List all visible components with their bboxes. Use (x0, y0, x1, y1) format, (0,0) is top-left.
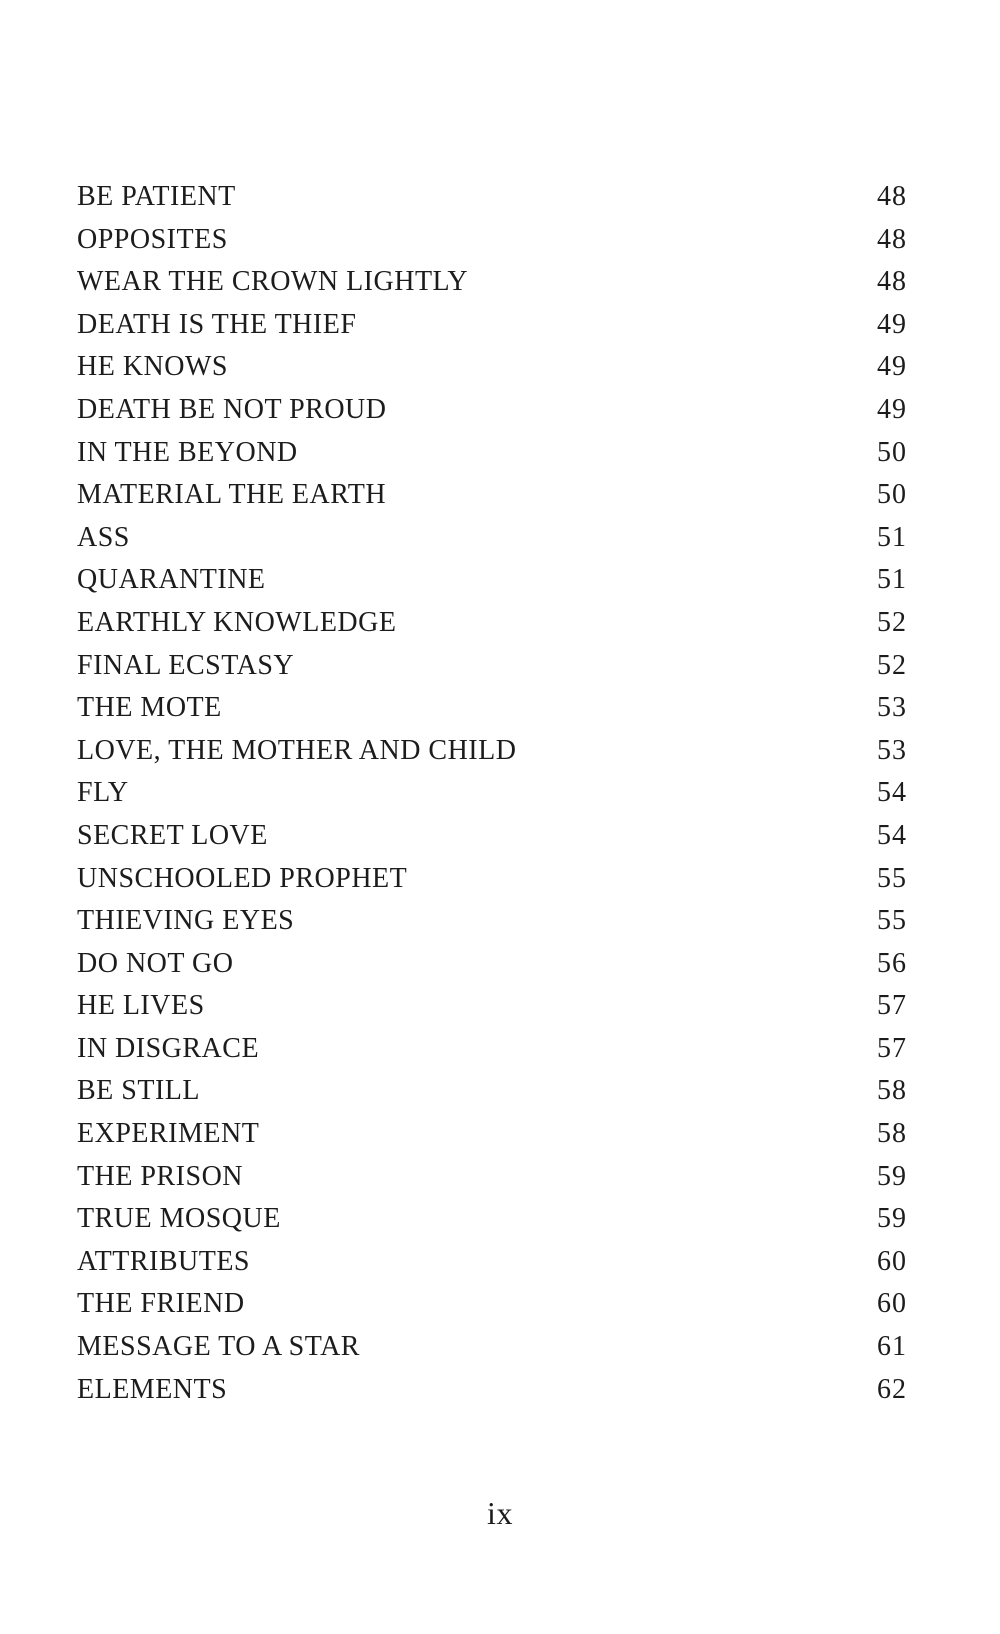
toc-entry-page: 59 (877, 1203, 907, 1235)
toc-entry-page: 60 (877, 1288, 907, 1320)
toc-entry (77, 1326, 907, 1369)
toc-entry-title: DEATH BE NOT PROUD (77, 393, 387, 425)
toc-entry (77, 943, 907, 986)
toc-entry-title: THE MOTE (77, 692, 222, 724)
toc-entry-title: ASS (77, 521, 130, 553)
toc-entry (77, 687, 907, 730)
toc-entry (77, 1113, 907, 1156)
toc-entry-title: THIEVING EYES (77, 905, 295, 937)
toc-entry-page: 49 (877, 308, 907, 340)
toc-entry-title: SECRET LOVE (77, 819, 268, 851)
toc-entry-title: LOVE, THE MOTHER AND CHILD (77, 734, 517, 766)
toc-entry (77, 602, 907, 645)
toc-entry-title: MESSAGE TO A STAR (77, 1331, 360, 1363)
toc-entry (77, 645, 907, 688)
toc-entry-page: 61 (877, 1331, 907, 1363)
toc-entry-page: 60 (877, 1245, 907, 1277)
toc-entry-title: ELEMENTS (77, 1373, 228, 1405)
toc-entry (77, 346, 907, 389)
toc-entry (77, 1241, 907, 1284)
toc-entry-page: 48 (877, 266, 907, 298)
toc-entry-page: 52 (877, 649, 907, 681)
table-of-contents (77, 176, 907, 1411)
toc-entry-page: 58 (877, 1118, 907, 1150)
toc-entry-title: QUARANTINE (77, 564, 266, 596)
toc-entry-page: 53 (877, 734, 907, 766)
toc-entry-page: 55 (877, 862, 907, 894)
toc-entry-title: IN DISGRACE (77, 1032, 260, 1064)
toc-entry (77, 176, 907, 219)
toc-entry-page: 49 (877, 393, 907, 425)
toc-entry-title: FLY (77, 777, 129, 809)
toc-entry-page: 48 (877, 181, 907, 212)
toc-entry-title: HE LIVES (77, 990, 205, 1022)
page-number: ix (487, 1495, 513, 1531)
toc-entry-title: MATERIAL THE EARTH (77, 479, 387, 511)
toc-entry (77, 1156, 907, 1199)
toc-entry (77, 985, 907, 1028)
toc-entry-title: TRUE MOSQUE (77, 1203, 281, 1235)
toc-entry (77, 1198, 907, 1241)
toc-entry-title: UNSCHOOLED PROPHET (77, 862, 408, 894)
toc-entry-title: ATTRIBUTES (77, 1245, 250, 1277)
toc-entry (77, 1369, 907, 1412)
toc-entry (77, 1283, 907, 1326)
toc-entry-title: EARTHLY KNOWLEDGE (77, 606, 397, 638)
toc-entry-page: 58 (877, 1075, 907, 1107)
toc-entry-page: 62 (877, 1373, 907, 1405)
toc-entry-page: 54 (877, 777, 907, 809)
toc-entry (77, 858, 907, 901)
toc-entry-page: 51 (877, 521, 907, 553)
toc-entry-page: 57 (877, 1032, 907, 1064)
toc-entry-title: BE PATIENT (77, 181, 236, 212)
toc-entry-title: THE FRIEND (77, 1288, 245, 1320)
toc-entry (77, 432, 907, 475)
toc-entry-title: DO NOT GO (77, 947, 234, 979)
toc-entry-page: 56 (877, 947, 907, 979)
toc-entry (77, 772, 907, 815)
toc-entry-title: DEATH IS THE THIEF (77, 308, 357, 340)
toc-entry-title: IN THE BEYOND (77, 436, 298, 468)
toc-entry (77, 517, 907, 560)
toc-entry (77, 304, 907, 347)
toc-entry-title: THE PRISON (77, 1160, 244, 1192)
toc-entry (77, 730, 907, 773)
toc-entry-page: 51 (877, 564, 907, 596)
toc-entry (77, 219, 907, 262)
toc-entry-title: BE STILL (77, 1075, 200, 1107)
toc-entry (77, 900, 907, 943)
toc-entry (77, 474, 907, 517)
toc-entry-title: OPPOSITES (77, 223, 228, 255)
toc-entry-page: 50 (877, 436, 907, 468)
toc-entry (77, 1028, 907, 1071)
toc-entry (77, 261, 907, 304)
toc-entry-page: 53 (877, 692, 907, 724)
toc-entry (77, 815, 907, 858)
toc-entry-title: WEAR THE CROWN LIGHTLY (77, 266, 469, 298)
toc-entry-title: HE KNOWS (77, 351, 228, 383)
toc-entry-title: FINAL ECSTASY (77, 649, 295, 681)
toc-entry-page: 48 (877, 223, 907, 255)
toc-entry-page: 49 (877, 351, 907, 383)
toc-entry-page: 52 (877, 606, 907, 638)
toc-entry-page: 50 (877, 479, 907, 511)
toc-entry (77, 1070, 907, 1113)
toc-entry (77, 559, 907, 602)
toc-entry (77, 389, 907, 432)
toc-entry-page: 54 (877, 819, 907, 851)
toc-entry-page: 57 (877, 990, 907, 1022)
toc-entry-page: 55 (877, 905, 907, 937)
toc-entry-page: 59 (877, 1160, 907, 1192)
toc-entry-title: EXPERIMENT (77, 1118, 260, 1150)
